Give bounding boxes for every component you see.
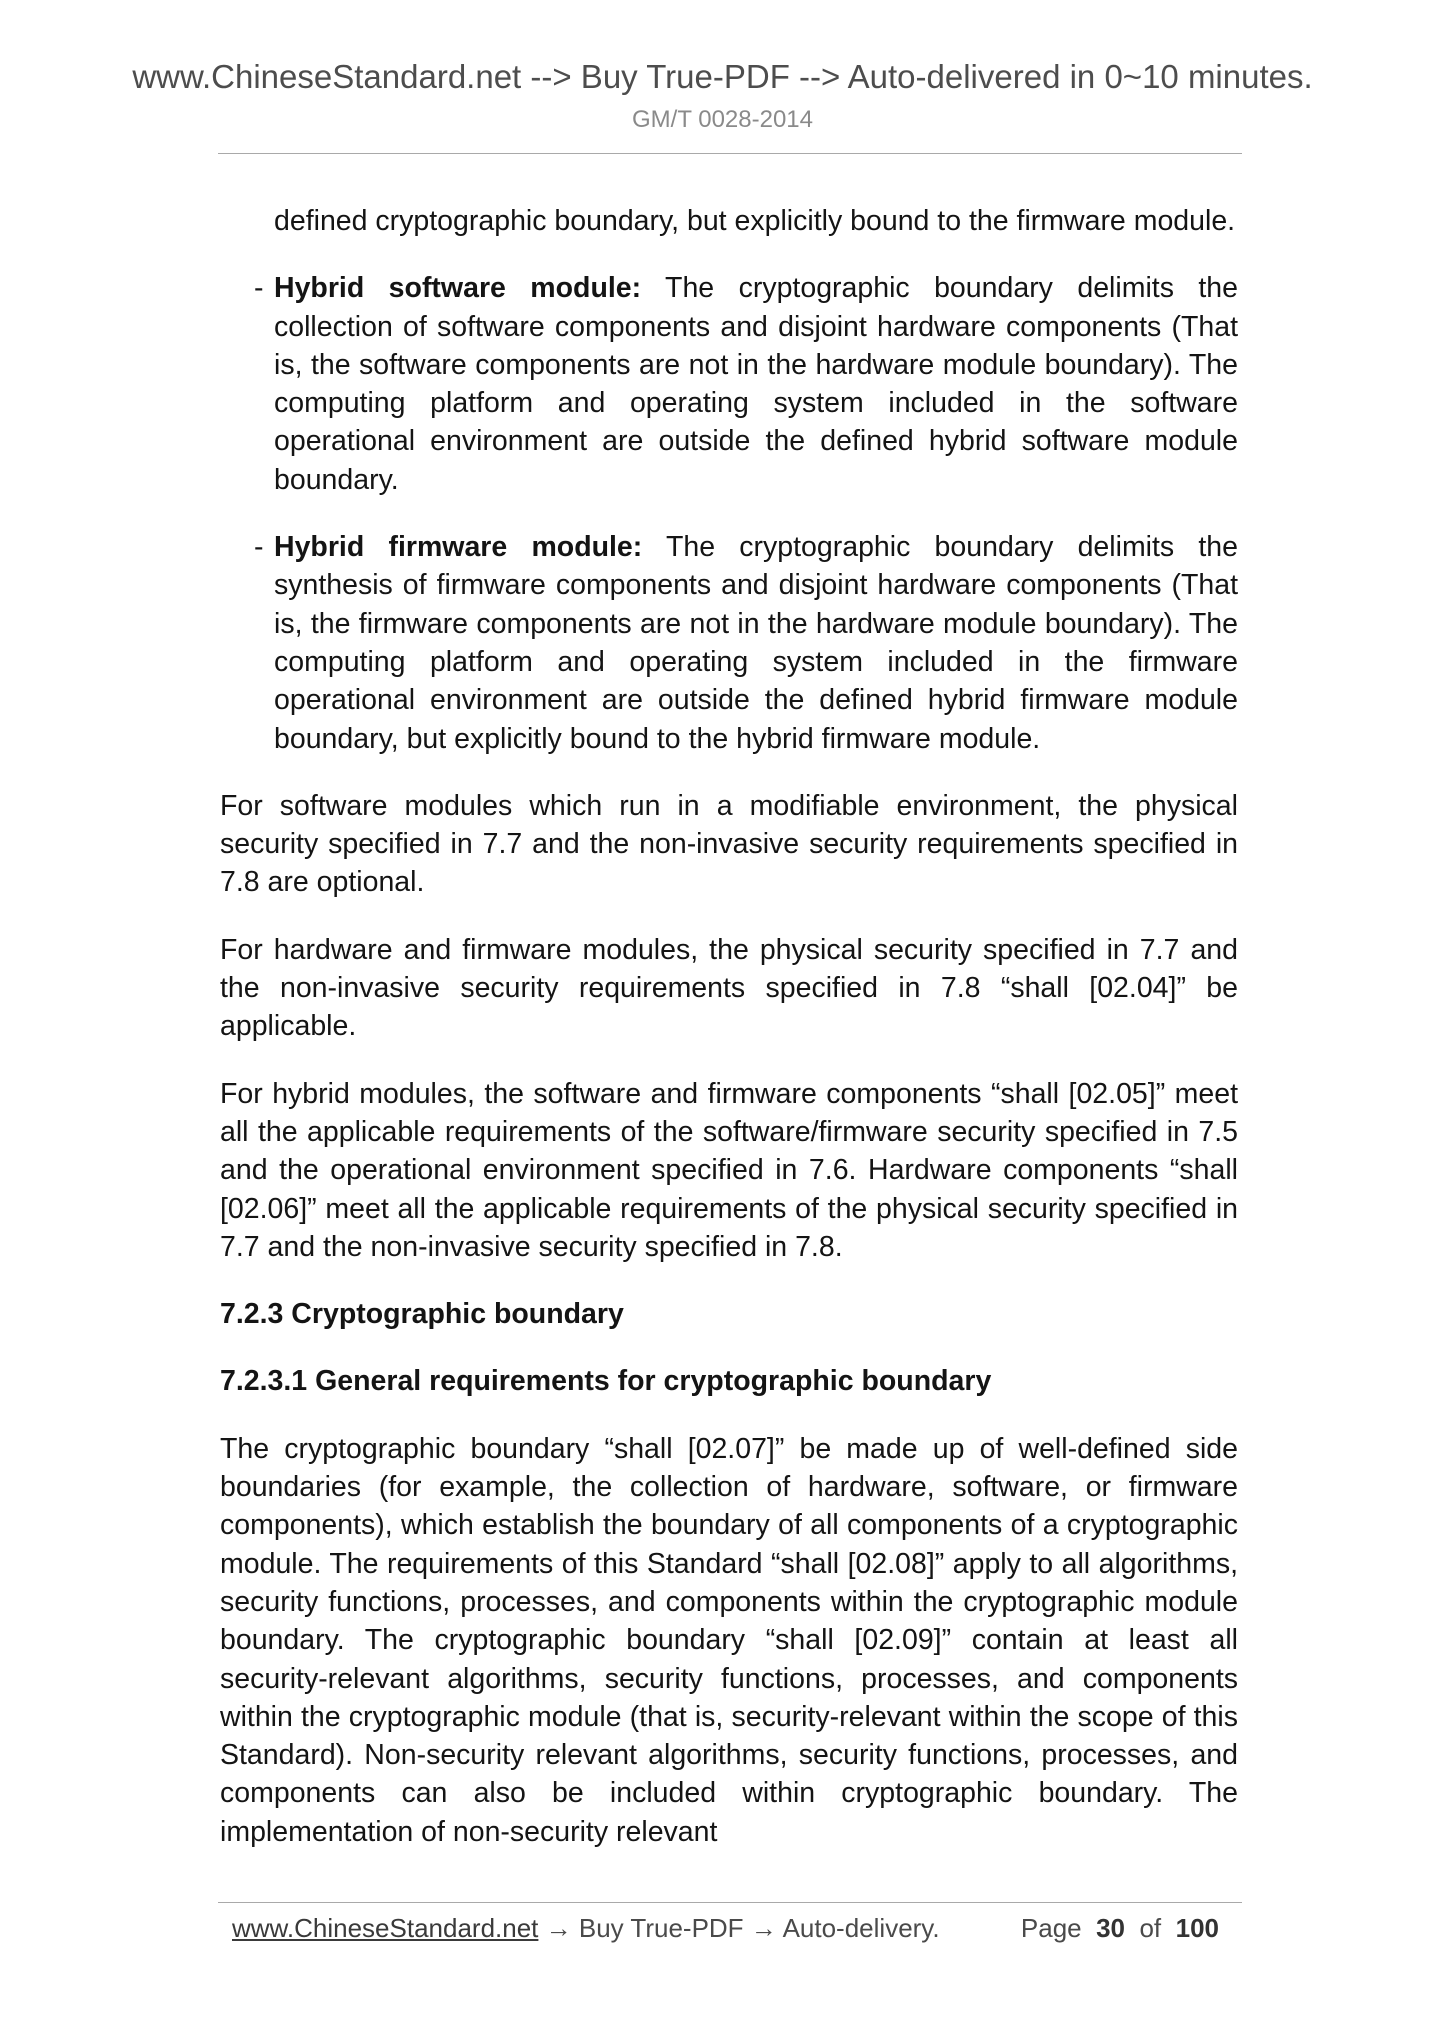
page-content bbox=[220, 202, 1238, 1880]
continuation-paragraph: defined cryptographic boundary, but explicitly bound to the firmware module. bbox=[274, 205, 1236, 237]
header-banner: www.ChineseStandard.net --> Buy True-PDF --> Auto-delivered in 0~10 minutes. bbox=[132, 58, 1313, 95]
paragraph-software-modules: For software modules which run in a modifiable environment, the physical security specified in 7.7 and the non-invasive security requirements specified in 7.8 are optional. bbox=[220, 789, 1238, 899]
subsection-heading: 7.2.3.1 General requirements for cryptographic boundary bbox=[220, 1365, 992, 1398]
page-indicator bbox=[1021, 1913, 1219, 1944]
page-number: 30 bbox=[1096, 1913, 1126, 1943]
bullet-term: Hybrid software module: bbox=[274, 272, 642, 305]
paragraph-boundary-requirements: The cryptographic boundary “shall [02.07]” be made up of well-defined side boundaries (for example, the collection of hardware, software, or firmware components), which establish the boundary of all components of a cryptographic module. The requirements of this Standard “shall [02.08]” apply to all algorithms, security functions, processes, and components within the cryptographic module boundary. The cryptographic boundary “shall [02.09]” contain at least all security-relevant algorithms, security functions, processes, and components within the cryptographic module (that is, security-relevant within the scope of this Standard). Non-security relevant algorithms, security functions, processes, and components can also be included within cryptographic boundary. The implementation of non-security relevant bbox=[220, 1432, 1238, 1848]
total-pages: 100 bbox=[1175, 1913, 1219, 1943]
footer-divider bbox=[218, 1902, 1242, 1903]
bullet-hybrid-software bbox=[220, 269, 1238, 499]
bullet-dash: - bbox=[254, 272, 264, 305]
bullet-hybrid-firmware bbox=[220, 528, 1238, 758]
paragraph-hardware-firmware: For hardware and firmware modules, the physical security specified in 7.7 and the non-invasive security requirements specified in 7.8 “shall [02.04]” be applicable. bbox=[220, 933, 1238, 1043]
bullet-text: The cryptographic boundary delimits the synthesis of firmware components and disjoint hardware components (That is, the firmware components are not in the hardware module boundary). The computing platform and operating system included in the firmware operational environment are outside the defined hybrid firmware module boundary, but explicitly bound to the hybrid firmware module. bbox=[274, 531, 1238, 755]
footer bbox=[232, 1913, 1232, 1944]
footer-text: → Buy True-PDF → Auto-delivery. bbox=[538, 1913, 940, 1943]
header-divider bbox=[218, 153, 1242, 154]
footer-link[interactable]: www.ChineseStandard.net bbox=[232, 1913, 539, 1943]
page-label: Page bbox=[1020, 1913, 1082, 1943]
bullet-term: Hybrid firmware module: bbox=[274, 531, 643, 564]
of-label: of bbox=[1139, 1913, 1162, 1943]
section-heading: 7.2.3 Cryptographic boundary bbox=[220, 1298, 624, 1331]
bullet-text: The cryptographic boundary delimits the collection of software components and disjoint hardware components (That is, the software components are not in the hardware module boundary). The computing platform and operating system included in the software operational environment are outside the defined hybrid software module boundary. bbox=[274, 272, 1238, 496]
bullet-dash: - bbox=[254, 531, 264, 564]
standard-code: GM/T 0028-2014 bbox=[632, 106, 813, 133]
paragraph-hybrid-modules: For hybrid modules, the software and firmware components “shall [02.05]” meet all the applicable requirements of the software/firmware security specified in 7.5 and the operational environment specified in 7.6. Hardware components “shall [02.06]” meet all the applicable requirements of the physical security specified in 7.7 and the non-invasive security specified in 7.8. bbox=[220, 1077, 1238, 1263]
